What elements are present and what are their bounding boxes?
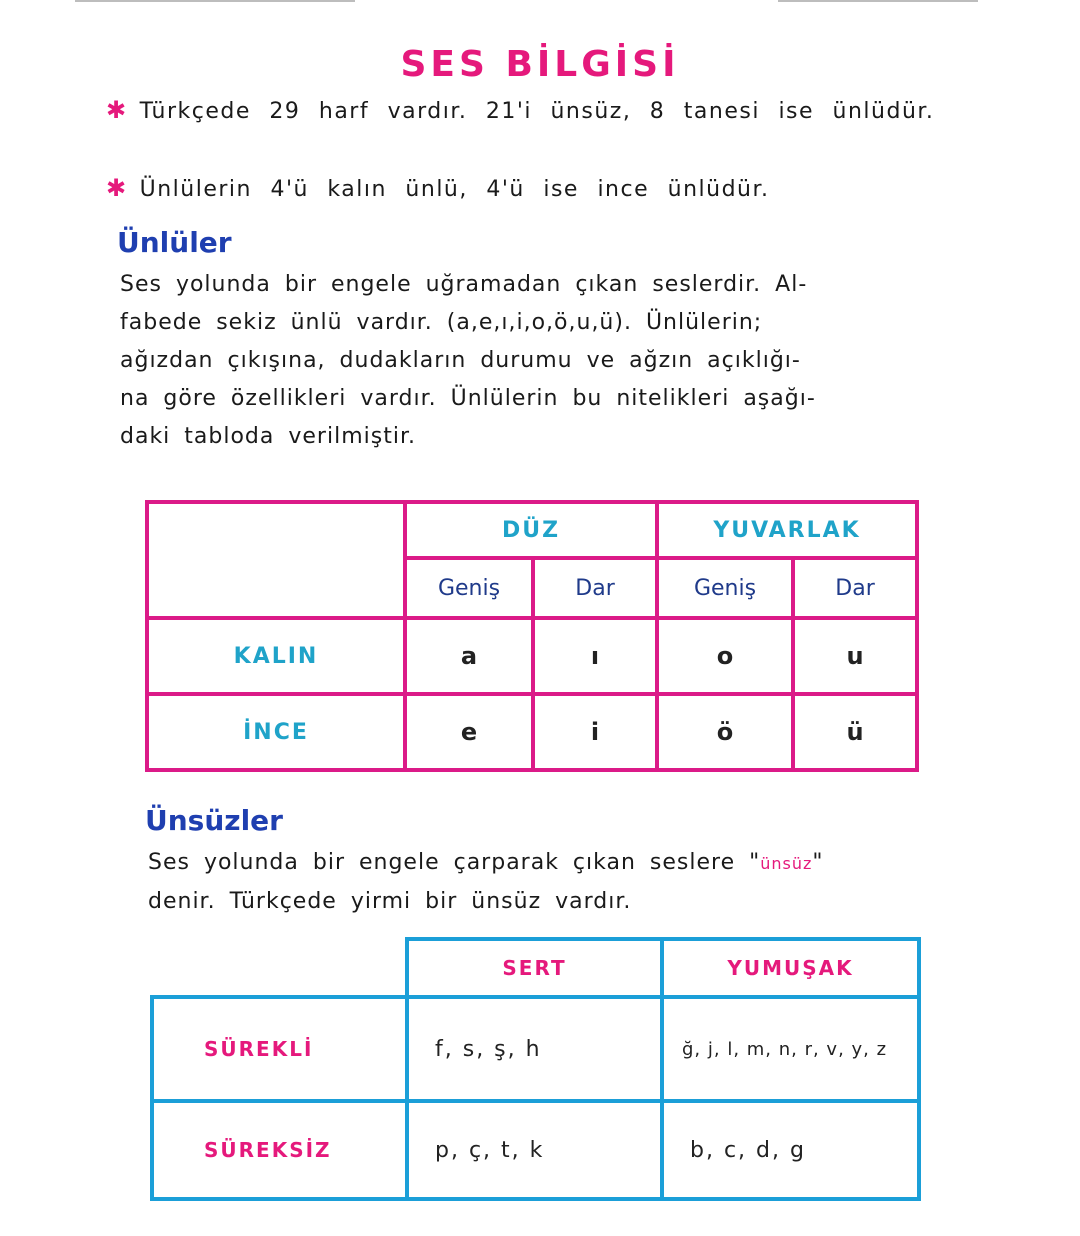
bullet-text: Türkçede 29 harf vardır. 21'i ünsüz, 8 tanesi ise ünlüdür. [139,99,935,124]
consonant-cell: b, c, d, g [662,1101,919,1199]
paragraph-line: denir. Türkçede yirmi bir ünsüz vardır. [148,889,632,914]
vowel-cell: a [405,618,533,694]
text-span: " [812,850,824,875]
vowel-cell: ö [657,694,793,770]
star-icon: ✱ [106,96,128,124]
bullet-text: Ünlülerin 4'ü kalın ünlü, 4'ü ise ince ünlüdür. [139,177,770,202]
vowel-cell: o [657,618,793,694]
vowel-cell: i [533,694,657,770]
vowels-paragraph [120,266,816,456]
header-yumusak: YUMUŞAK [662,939,919,997]
vowels-table [145,500,919,772]
row-label-surekli: SÜREKLİ [152,997,407,1101]
consonant-cell: p, ç, t, k [407,1101,662,1199]
consonants-table [150,937,921,1201]
highlighted-term: ünsüz [760,854,813,873]
row-label-ince: İNCE [147,694,405,770]
vowel-cell: ü [793,694,917,770]
sub-header: Dar [533,558,657,618]
consonants-table-corner [152,939,407,997]
paragraph-line: Ses yolunda bir engele uğramadan çıkan seslerdir. Al- [120,272,808,297]
vowels-table-corner [147,502,405,618]
group-header-yuvarlak: YUVARLAK [657,502,917,558]
sub-header: Dar [793,558,917,618]
paragraph-line: ağızdan çıkışına, dudakların durumu ve ağzın açıklığı- [120,348,801,373]
paragraph-line [148,844,824,883]
vowel-cell: ı [533,618,657,694]
paragraph-line: na göre özellikleri vardır. Ünlülerin bu nitelikleri aşağı- [120,386,816,411]
consonant-cell: ğ, j, l, m, n, r, v, y, z [662,997,919,1101]
consonants-paragraph [148,844,824,921]
consonant-cell: f, s, ş, h [407,997,662,1101]
row-label-kalin: KALIN [147,618,405,694]
sub-header: Geniş [405,558,533,618]
bullet-vowel-count [106,168,946,210]
group-header-duz: DÜZ [405,502,657,558]
row-label-sureksiz: SÜREKSİZ [152,1101,407,1199]
bullet-letters-count [106,90,946,132]
header-sert: SERT [407,939,662,997]
top-border-left [75,0,355,2]
top-border-right [778,0,978,2]
paragraph-line: fabede sekiz ünlü vardır. (a,e,ı,i,o,ö,u,ü). Ünlülerin; [120,310,763,335]
vowels-heading: Ünlüler [117,226,232,259]
sub-header: Geniş [657,558,793,618]
star-icon: ✱ [106,174,128,202]
text-span: Ses yolunda bir engele çarparak çıkan seslere " [148,850,761,875]
paragraph-line: daki tabloda verilmiştir. [120,424,416,449]
consonants-heading: Ünsüzler [145,804,283,837]
page-title: SES BİLGİSİ [400,44,680,85]
vowel-cell: u [793,618,917,694]
vowel-cell: e [405,694,533,770]
